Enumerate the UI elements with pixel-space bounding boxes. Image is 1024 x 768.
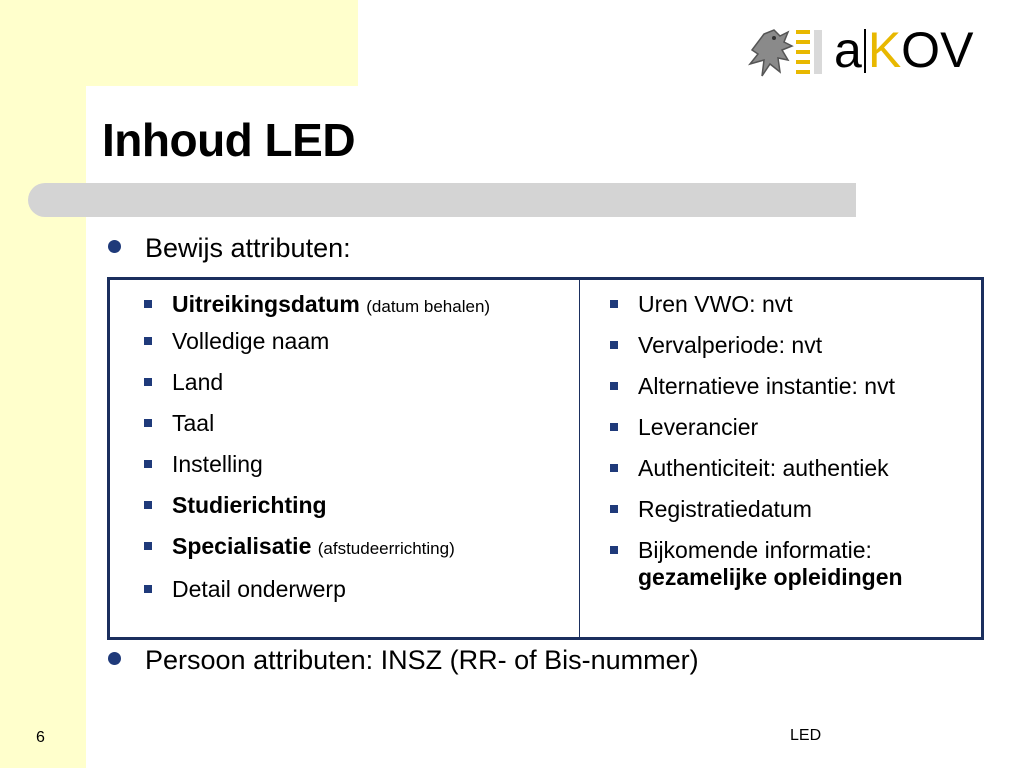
logo-wordmark: [834, 22, 973, 78]
list-item: [144, 410, 579, 437]
item-note: (datum behalen): [366, 297, 491, 316]
list-item: [144, 451, 579, 478]
item-note: (afstudeerrichting): [317, 539, 455, 558]
item-text: Registratiedatum: [638, 496, 812, 522]
item-bold: Specialisatie: [172, 533, 312, 559]
item-text: Bijkomende informatie:: [638, 537, 872, 563]
list-item: [610, 537, 981, 591]
item-text: Volledige naam: [172, 328, 330, 354]
item-bold: gezamelijke opleidingen: [638, 564, 903, 590]
table-column-right: [580, 280, 981, 637]
slide-number: 6: [36, 729, 45, 746]
list-item: [144, 291, 579, 318]
list-item: [144, 328, 579, 355]
item-text: Land: [172, 369, 224, 395]
bullet-text: Bewijs attributen:: [145, 233, 351, 263]
item-bold: Uitreikingsdatum: [172, 291, 360, 317]
list-item: [610, 332, 981, 359]
lion-emblem-icon: [744, 20, 834, 84]
list-item: [144, 533, 579, 562]
bullet-text: Persoon attributen: INSZ (RR- of Bis-nummer): [145, 645, 699, 675]
item-text: Uren VWO: nvt: [638, 291, 793, 317]
item-text: Taal: [172, 410, 215, 436]
list-item: [610, 291, 981, 318]
title-underline-bar: [28, 183, 856, 217]
page-title: Inhoud LED: [102, 114, 356, 166]
bullet-dot-icon: [108, 652, 121, 665]
logo-k: K: [867, 22, 902, 78]
list-item: [610, 496, 981, 523]
bullet-persoon: [108, 645, 699, 676]
bullet-bewijs: [108, 233, 351, 264]
list-item: [610, 414, 981, 441]
item-text: Alternatieve instantie: nvt: [638, 373, 895, 399]
footer-label: LED: [790, 727, 822, 744]
list-item: [144, 369, 579, 396]
top-decor-band: [0, 0, 358, 86]
list-item: [610, 373, 981, 400]
logo-a: a: [834, 22, 862, 78]
left-attribute-list: [144, 291, 579, 603]
left-decor-band: [0, 0, 86, 768]
attributes-table: [107, 277, 984, 640]
logo-ov: OV: [901, 22, 974, 78]
table-column-left: [110, 280, 580, 637]
item-text: Vervalperiode: nvt: [638, 332, 823, 358]
item-text: Authenticiteit: authentiek: [638, 455, 889, 481]
item-text: Detail onderwerp: [172, 576, 346, 602]
item-bold: Studierichting: [172, 492, 327, 518]
list-item: [144, 492, 579, 519]
item-text: Instelling: [172, 451, 263, 477]
list-item: [610, 455, 981, 482]
list-item: [144, 576, 579, 603]
akov-logo: [744, 20, 974, 84]
bullet-dot-icon: [108, 240, 121, 253]
item-text: Leverancier: [638, 414, 759, 440]
right-attribute-list: [610, 291, 981, 591]
